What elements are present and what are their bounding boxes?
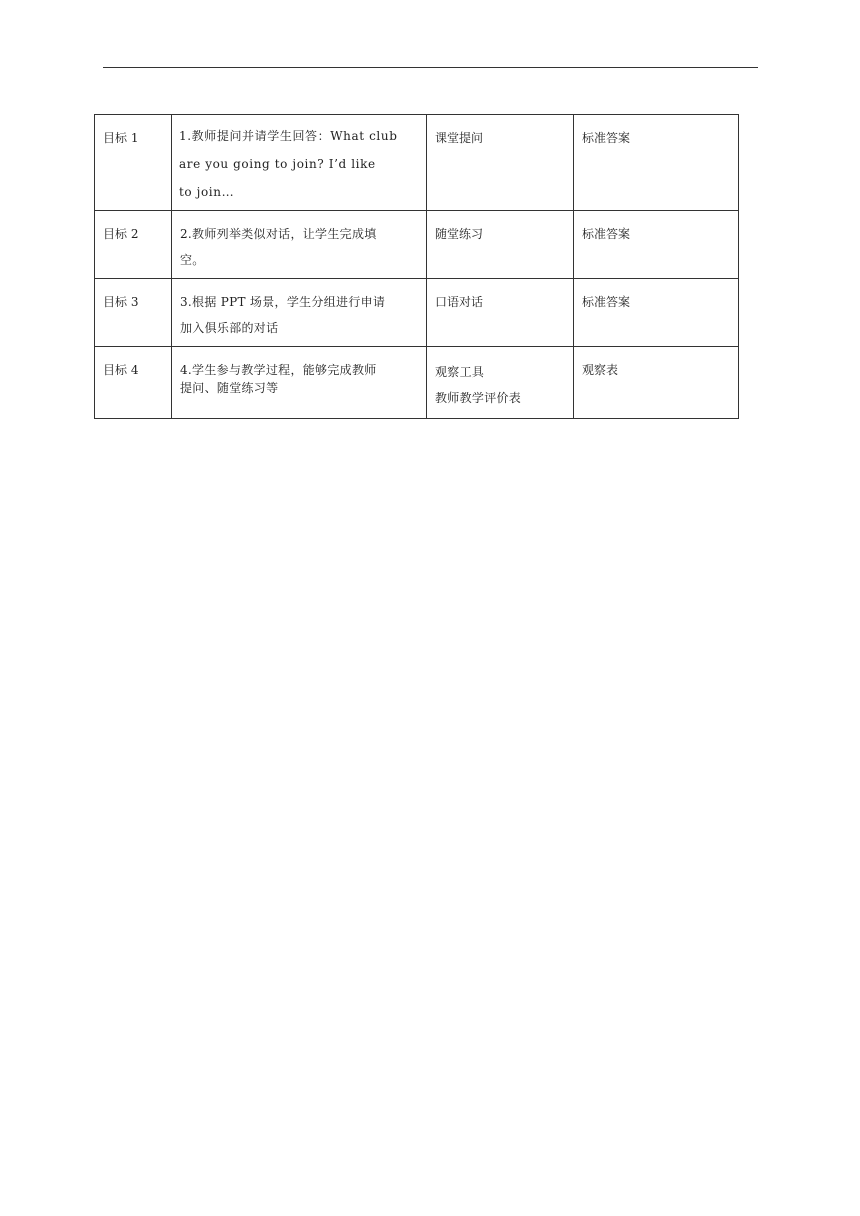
content-cell bbox=[172, 115, 427, 211]
method-line: 观察工具 bbox=[435, 365, 485, 379]
method-label: 口语对话 bbox=[435, 295, 484, 309]
standard-label: 标准答案 bbox=[582, 131, 631, 145]
method-cell bbox=[427, 115, 574, 211]
content-text bbox=[172, 211, 426, 273]
content-text bbox=[172, 347, 426, 397]
standard-cell bbox=[574, 279, 739, 347]
content-line: to join… bbox=[179, 185, 235, 199]
standard-label: 观察表 bbox=[582, 363, 619, 377]
method-text bbox=[427, 347, 573, 411]
assessment-table bbox=[94, 114, 739, 419]
table-row bbox=[95, 115, 739, 211]
method-cell bbox=[427, 279, 574, 347]
header-rule bbox=[103, 67, 758, 68]
goal-cell bbox=[95, 115, 172, 211]
content-line: 提问、随堂练习等 bbox=[180, 381, 279, 395]
method-cell bbox=[427, 347, 574, 419]
standard-cell bbox=[574, 115, 739, 211]
standard-label: 标准答案 bbox=[582, 295, 631, 309]
table-row bbox=[95, 211, 739, 279]
content-line: 3.根据 PPT 场景，学生分组进行申请 bbox=[180, 295, 386, 309]
goal-cell bbox=[95, 279, 172, 347]
goal-label: 目标 1 bbox=[103, 131, 139, 145]
content-line: 加入俱乐部的对话 bbox=[180, 321, 279, 335]
method-cell bbox=[427, 211, 574, 279]
content-cell bbox=[172, 211, 427, 279]
standard-cell bbox=[574, 211, 739, 279]
content-line: 4.学生参与教学过程，能够完成教师 bbox=[180, 363, 377, 377]
content-line: 空。 bbox=[180, 253, 205, 267]
goal-cell bbox=[95, 211, 172, 279]
standard-cell bbox=[574, 347, 739, 419]
method-line: 教师教学评价表 bbox=[435, 391, 522, 405]
content-line: 1.教师提问并请学生回答：What club bbox=[179, 129, 398, 143]
method-label: 课堂提问 bbox=[435, 131, 484, 145]
table-row bbox=[95, 347, 739, 419]
goal-cell bbox=[95, 347, 172, 419]
content-cell bbox=[172, 279, 427, 347]
content-text bbox=[172, 109, 426, 206]
content-cell bbox=[172, 347, 427, 419]
standard-label: 标准答案 bbox=[582, 227, 631, 241]
goal-label: 目标 3 bbox=[103, 295, 139, 309]
content-line: are you going to join? I’d like bbox=[179, 157, 376, 171]
content-line: 2.教师列举类似对话，让学生完成填 bbox=[180, 227, 377, 241]
goal-label: 目标 2 bbox=[103, 227, 139, 241]
method-label: 随堂练习 bbox=[435, 227, 484, 241]
table-row bbox=[95, 279, 739, 347]
content-text bbox=[172, 279, 426, 341]
goal-label: 目标 4 bbox=[103, 363, 139, 377]
